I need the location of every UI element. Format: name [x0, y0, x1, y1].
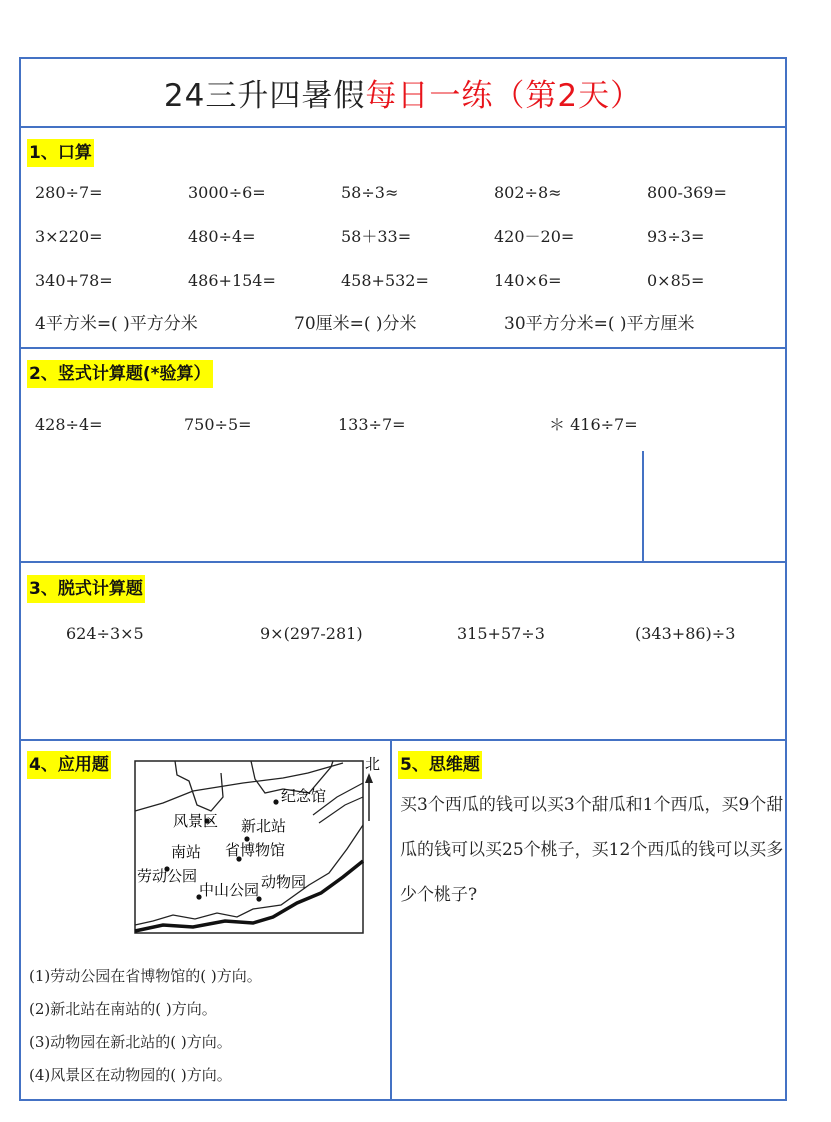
section-heading: 4、应用题 [27, 751, 111, 779]
title-highlight: 每日一练（第2天） [365, 78, 643, 114]
map-label: 动物园 [261, 873, 307, 891]
exercise: (343+86)÷3 [635, 624, 736, 643]
unit-conversion: 4平方米=( )平方分米 [35, 314, 198, 334]
section-mental-math [21, 128, 785, 349]
problem-text: 买3个西瓜的钱可以买3个甜瓜和1个西瓜，买9个甜瓜的钱可以买25个桃子，买12个西瓜的钱可以买多少个桃子? [400, 795, 784, 905]
unit-conversion: 30平方分米=( )平方厘米 [504, 314, 695, 334]
divider [642, 451, 644, 561]
exercise: 280÷7= [35, 183, 103, 202]
section-vertical-calc [21, 349, 785, 563]
exercise: 624÷3×5 [66, 624, 144, 643]
question: (3)动物园在新北站的( )方向。 [29, 1033, 232, 1051]
section-thinking [392, 741, 787, 1099]
question: (1)劳动公园在省博物馆的( )方向。 [29, 967, 262, 985]
section-application [21, 741, 390, 1099]
exercise: 802÷8≈ [494, 183, 562, 202]
exercise: ＊ 416÷7= [549, 415, 638, 434]
worksheet [19, 57, 787, 1101]
exercise: 0×85= [647, 271, 705, 290]
section-heading: 1、口算 [27, 139, 94, 167]
exercise: 315+57÷3 [457, 624, 545, 643]
exercise: 420－20= [494, 227, 575, 246]
map-label: 中山公园 [199, 881, 260, 899]
exercise: 340+78= [35, 271, 113, 290]
exercise: 458+532= [341, 271, 429, 290]
map-label: 风景区 [173, 812, 219, 830]
city-map [133, 753, 397, 943]
exercise: 3×220= [35, 227, 103, 246]
section-heading: 2、竖式计算题(*验算） [27, 360, 213, 388]
question: (2)新北站在南站的( )方向。 [29, 1000, 217, 1018]
exercise: 58＋33= [341, 227, 412, 246]
exercise: 750÷5= [184, 415, 252, 434]
exercise: 480÷4= [188, 227, 256, 246]
section-heading: 3、脱式计算题 [27, 575, 145, 603]
question: (4)风景区在动物园的( )方向。 [29, 1066, 232, 1084]
map-label: 纪念馆 [281, 787, 327, 805]
title-main: 24三升四暑假 [163, 78, 366, 114]
map-label: 劳动公园 [137, 867, 198, 885]
north-label: 北 [365, 755, 381, 773]
exercise: 133÷7= [338, 415, 406, 434]
section-bottom [21, 741, 785, 1099]
exercise: 486+154= [188, 271, 276, 290]
section-step-calc [21, 563, 785, 741]
exercise: 3000÷6= [188, 183, 266, 202]
map-label: 南站 [171, 843, 202, 861]
title-bar [21, 59, 785, 128]
exercise: 9×(297-281) [260, 624, 363, 643]
map-label: 新北站 [241, 817, 287, 835]
map-label: 省博物馆 [225, 841, 286, 859]
section-heading: 5、思维题 [398, 751, 482, 779]
unit-conversion: 70厘米=( )分米 [294, 314, 417, 334]
exercise: 58÷3≈ [341, 183, 399, 202]
exercise: 140×6= [494, 271, 562, 290]
exercise: 93÷3= [647, 227, 705, 246]
exercise: 800-369= [647, 183, 727, 202]
exercise: 428÷4= [35, 415, 103, 434]
